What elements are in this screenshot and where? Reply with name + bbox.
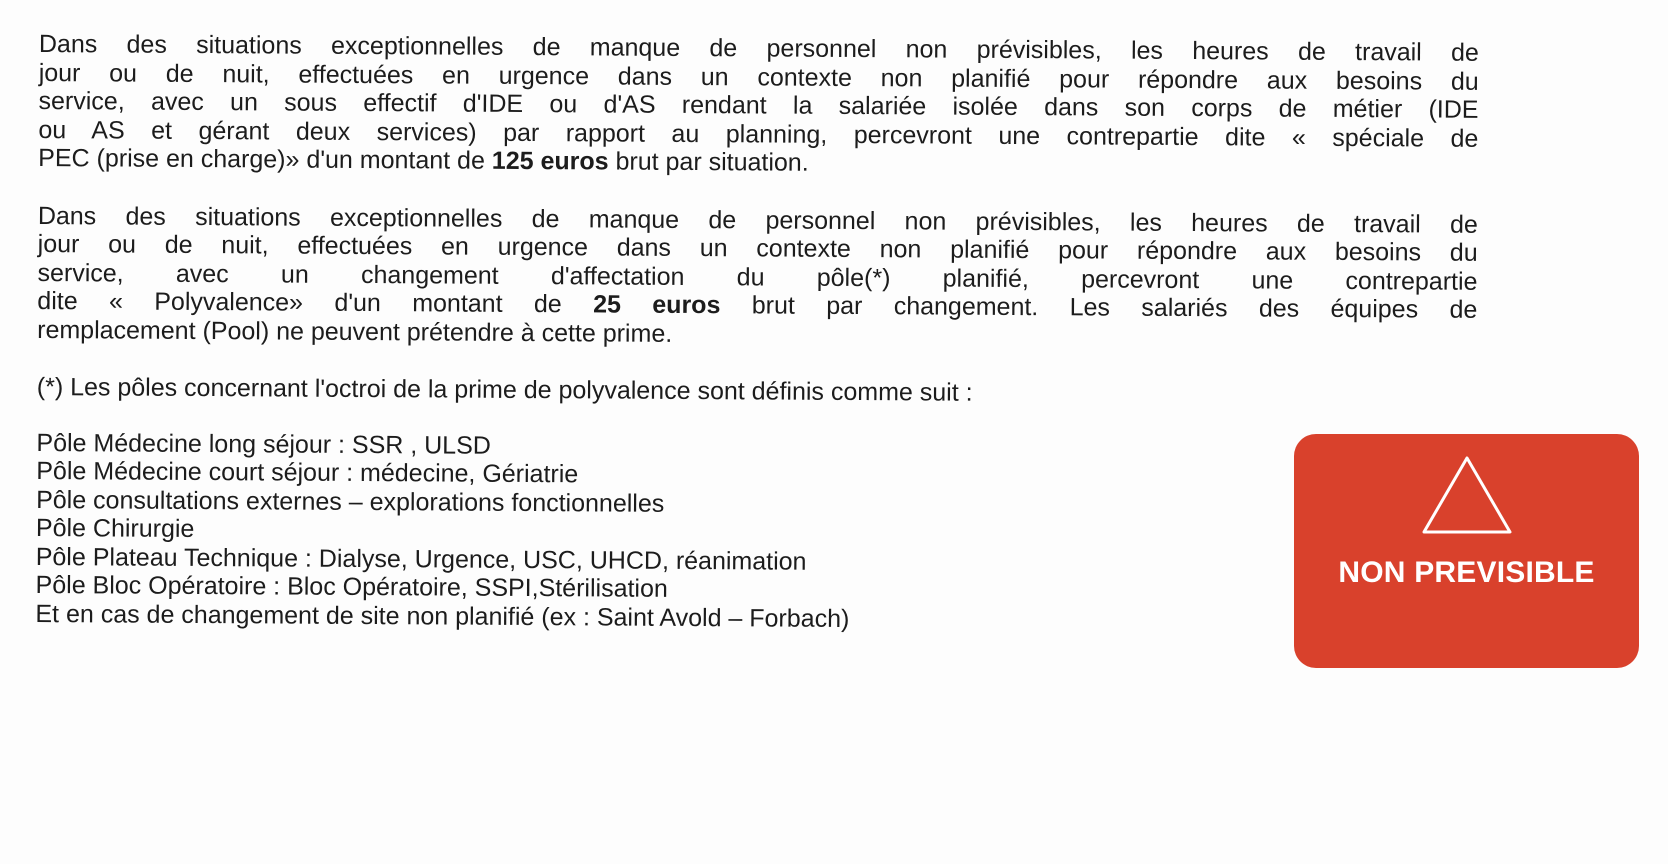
pole-item: Et en cas de changement de site non planifié (ex : Saint Avold – Forbach)	[35, 599, 850, 633]
text-line: service, avec un changement d'affectation du pôle(*) planifié, percevront une contrepartie	[37, 258, 1478, 296]
pole-item: Pôle Médecine long séjour : SSR , ULSD	[36, 428, 491, 460]
text-line: PEC (prise en charge)» d'un montant de 125 euros brut par situation.	[38, 143, 809, 177]
paragraph-unforeseen-staffing	[38, 30, 1479, 181]
warning-triangle-icon	[1420, 454, 1514, 536]
non-previsible-badge	[1294, 434, 1639, 668]
pole-item: Pôle Médecine court séjour : médecine, Gériatrie	[36, 456, 579, 489]
pole-item: Pôle Plateau Technique : Dialyse, Urgence, USC, UHCD, réanimation	[35, 542, 807, 576]
amount-125: 125 euros	[491, 146, 609, 176]
text-line: dite « Polyvalence» d'un montant de 25 euros brut par changement. Les salariés des équipes de	[37, 286, 1478, 324]
pole-item: Pôle Chirurgie	[35, 513, 195, 543]
poles-footnote: (*) Les pôles concernant l'octroi de la prime de polyvalence sont définis comme suit :	[36, 372, 973, 407]
text-line: remplacement (Pool) ne peuvent prétendre à cette prime.	[37, 315, 673, 348]
text-line: Dans des situations exceptionnelles de manque de personnel non prévisibles, les heures de travail de	[37, 201, 1478, 239]
text-line: Dans des situations exceptionnelles de manque de personnel non prévisibles, les heures de travail de	[38, 30, 1479, 67]
badge-label: NON PREVISIBLE	[1338, 556, 1595, 589]
poles-list	[35, 428, 1476, 636]
pole-item: Pôle Bloc Opératoire : Bloc Opératoire, SSPI,Stérilisation	[35, 570, 668, 603]
text-line: jour ou de nuit, effectuées en urgence dans un contexte non planifié pour répondre aux besoins du	[38, 58, 1479, 96]
document-text	[35, 30, 1479, 637]
paragraph-polyvalence	[37, 201, 1478, 352]
amount-25: 25 euros	[593, 290, 721, 320]
text-line: jour ou de nuit, effectuées en urgence dans un contexte non planifié pour répondre aux besoins du	[37, 229, 1478, 267]
text-line: ou AS et gérant deux services) par rapport au planning, percevront une contrepartie dite « spéciale de	[38, 115, 1479, 153]
pole-item: Pôle consultations externes – explorations fonctionnelles	[36, 485, 665, 518]
text-line: service, avec un sous effectif d'IDE ou d'AS rendant la salariée isolée dans son corps de métier (IDE	[38, 86, 1479, 124]
